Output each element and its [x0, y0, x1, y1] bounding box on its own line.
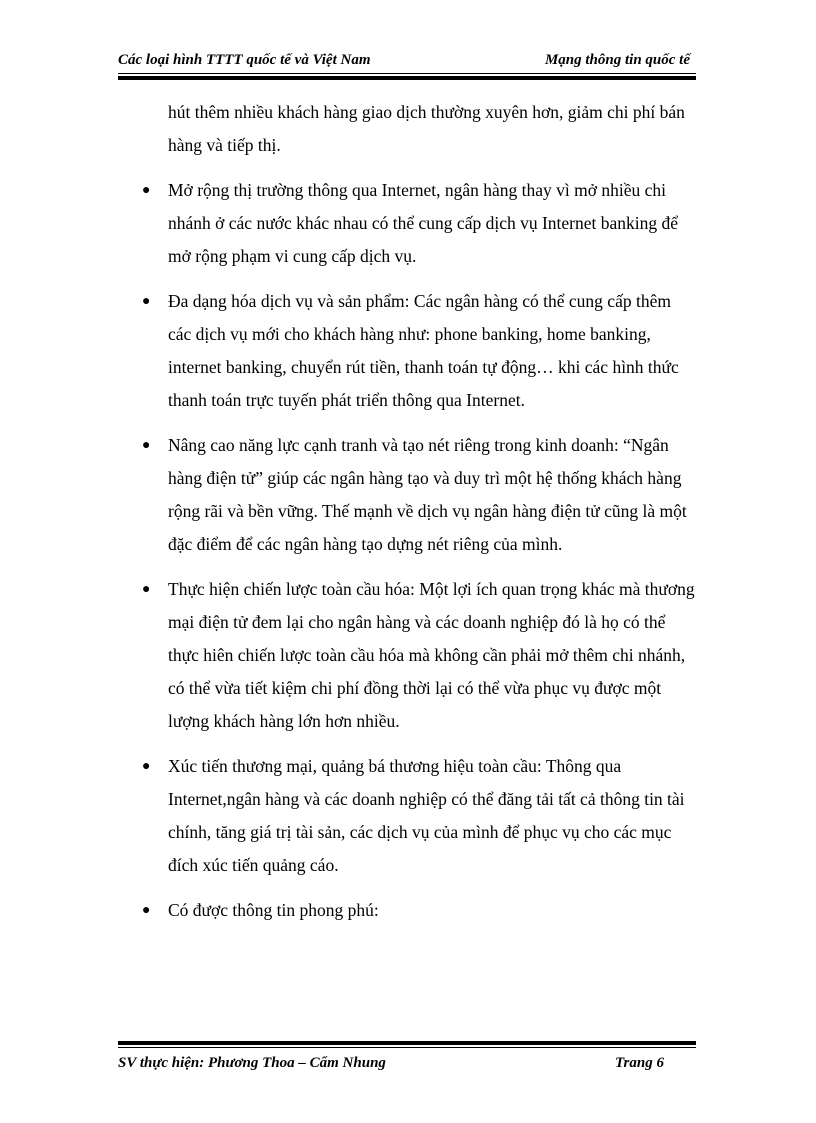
- bullet-item: [140, 750, 696, 882]
- page-header: [118, 50, 694, 70]
- header-rule-thick: [118, 76, 696, 80]
- bullet-text: Xúc tiến thương mại, quảng bá thương hiệu toàn cầu: Thông qua Internet,ngân hàng và các doanh nghiệp có thể đăng tải tất cả thông tin tài chính, tăng giá trị tài sản, các dịch vụ của mình để phục vụ cho các mục đích xúc tiến quảng cáo.: [168, 756, 685, 875]
- footer-authors: SV thực hiện: Phương Thoa – Cẩm Nhung: [118, 1055, 386, 1071]
- bullet-text: Nâng cao năng lực cạnh tranh và tạo nét riêng trong kinh doanh: “Ngân hàng điện tử” giúp các ngân hàng tạo và duy trì một hệ thống khách hàng rộng rãi và bền vững. Thế mạnh về dịch vụ ngân hàng điện tử cũng là một đặc điểm để các ngân hàng tạo dựng nét riêng của mình.: [168, 435, 687, 554]
- bullet-icon: ●: [142, 438, 151, 453]
- footer-rule-thick: [118, 1041, 696, 1045]
- bullet-icon: ●: [142, 294, 151, 309]
- bullet-text: Có được thông tin phong phú:: [168, 900, 379, 920]
- page-body: [140, 96, 696, 939]
- header-rule-thin: [118, 73, 696, 74]
- bullet-item: [140, 285, 696, 417]
- bullet-text: Mở rộng thị trường thông qua Internet, ngân hàng thay vì mở nhiều chi nhánh ở các nước khác nhau có thể cung cấp dịch vụ Internet banking để mở rộng phạm vi cung cấp dịch vụ.: [168, 180, 679, 266]
- bullet-icon: ●: [142, 759, 151, 774]
- bullet-text: Thực hiện chiến lược toàn cầu hóa: Một lợi ích quan trọng khác mà thương mại điện tử đem lại cho ngân hàng và các doanh nghiệp đó là họ có thể thực hiên chiến lược toàn cầu hóa mà không cần phải mở thêm chi nhánh, có thể vừa tiết kiệm chi phí đồng thời lại có thể vừa phục vụ được một lượng khách hàng lớn hơn nhiều.: [168, 579, 695, 731]
- bullet-icon: ●: [142, 903, 151, 918]
- bullet-item: [140, 174, 696, 273]
- bullet-icon: ●: [142, 183, 151, 198]
- bullet-list: [140, 174, 696, 927]
- continuation-paragraph: hút thêm nhiều khách hàng giao dịch thường xuyên hơn, giảm chi phí bán hàng và tiếp thị.: [168, 102, 685, 155]
- page-number: Trang 6: [614, 1055, 664, 1071]
- bullet-item: [140, 894, 696, 927]
- bullet-icon: ●: [142, 582, 151, 597]
- header-document-title: Các loại hình TTTT quốc tế và Việt Nam: [118, 52, 371, 68]
- header-section-title: Mạng thông tin quốc tế: [544, 52, 690, 68]
- bullet-item: [140, 573, 696, 738]
- bullet-text: Đa dạng hóa dịch vụ và sản phẩm: Các ngân hàng có thể cung cấp thêm các dịch vụ mới cho khách hàng như: phone banking, home banking, internet banking, chuyển rút tiền, thanh toán tự động… khi các hình thức thanh toán trực tuyến phát triển thông qua Internet.: [168, 291, 679, 410]
- page-footer: [118, 1055, 694, 1075]
- bullet-item: [140, 429, 696, 561]
- footer-rule-thin: [118, 1047, 696, 1048]
